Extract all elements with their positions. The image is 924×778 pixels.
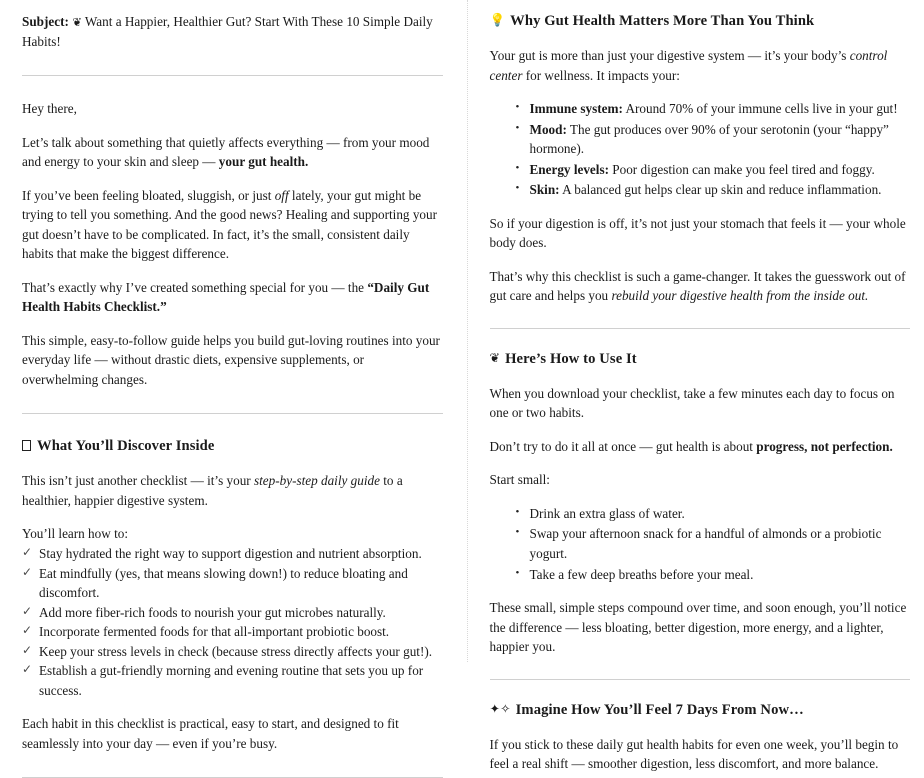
guide-paragraph: This simple, easy-to-follow guide helps you build gut-loving routines into your everyday life — without drastic diets, expensive supplements, or overwhelming changes. (22, 331, 443, 390)
why-intro-b: for wellness. It impacts your: (522, 68, 679, 83)
list-item (530, 160, 911, 180)
list-item (530, 180, 911, 200)
lightbulb-icon: 💡 (490, 12, 506, 28)
list-item: • Drink an extra glass of water. (530, 504, 911, 524)
check-mark-icon: ✓ (22, 564, 32, 582)
section-divider-2 (22, 413, 443, 414)
why-closing-paragraph (490, 267, 911, 306)
how-section-heading (490, 350, 911, 369)
list-item-label: Around 70% of your immune cells live in your gut! (623, 101, 898, 116)
list-item (22, 544, 443, 564)
list-item-term: Skin: (530, 182, 560, 197)
how-para-2 (490, 437, 911, 457)
check-mark-icon: ✓ (22, 661, 32, 679)
sparkles-icon: ✦✧ (490, 701, 511, 717)
check-mark-icon: ✓ (22, 622, 32, 640)
symptoms-text-italic: off (275, 188, 289, 203)
list-item (22, 642, 443, 662)
subject-label: Subject: (22, 14, 69, 29)
why-intro-italic: control center (490, 48, 888, 83)
list-item: • Take a few deep breaths before your meal. (530, 565, 911, 585)
list-item (530, 120, 911, 159)
how-para-2-bold: progress, not perfection. (756, 439, 893, 454)
list-item-term: Immune system: (530, 101, 623, 116)
symptoms-paragraph (22, 186, 443, 264)
discover-closing-paragraph: Each habit in this checklist is practical, easy to start, and designed to fit seamlessly into your day — even if you’re busy. (22, 714, 443, 753)
right-column (469, 0, 924, 662)
how-closing-paragraph: These small, simple steps compound over time, and soon enough, you’ll notice the difference — less bloating, better digestion, more energy, and a lighter, happier you. (490, 598, 911, 657)
herb-leaf-icon: ❦ (72, 15, 82, 29)
left-column (0, 0, 467, 662)
missing-glyph-box-icon (22, 440, 31, 451)
why-intro-paragraph (490, 46, 911, 85)
list-item-label: A balanced gut helps clear up skin and reduce inflammation. (560, 182, 882, 197)
learn-checklist (22, 544, 443, 700)
list-item-label: Establish a gut-friendly morning and evening routine that sets you up for success. (39, 663, 423, 698)
gut-impact-list (490, 99, 911, 200)
section-divider-1 (22, 75, 443, 76)
why-closing-a: That’s why this checklist is such a game-changer. It takes the guesswork out of gut care and helps you (490, 269, 906, 304)
start-small-list (490, 504, 911, 584)
list-item-term: Mood: (530, 122, 567, 137)
why-after-bullets-paragraph: So if your digestion is off, it’s not just your stomach that feels it — your whole body does. (490, 214, 911, 253)
start-small-lead: Start small: (490, 470, 911, 490)
list-item-label: Keep your stress levels in check (because stress directly affects your gut!). (39, 644, 432, 659)
list-item-label: Add more fiber-rich foods to nourish your gut microbes naturally. (39, 605, 386, 620)
discover-heading-text: What You’ll Discover Inside (37, 438, 214, 454)
how-heading-text: Here’s How to Use It (505, 351, 637, 367)
symptoms-text-a: If you’ve been feeling bloated, sluggish, or just (22, 188, 275, 203)
list-item (530, 99, 911, 119)
list-item: • Swap your afternoon snack for a handful of almonds or a probiotic yogurt. (530, 524, 911, 563)
why-intro-a: Your gut is more than just your digestive system — it’s your body’s (490, 48, 850, 63)
check-mark-icon: ✓ (22, 642, 32, 660)
symptoms-text-b: lately, your gut might be trying to tell you something. And the good news? Healing and supporting your gut doesn’t have to be complicated. In fact, it’s the small, consistent daily habits that make the biggest difference. (22, 188, 437, 262)
imagine-heading-text: Imagine How You’ll Feel 7 Days From Now… (516, 702, 804, 718)
intro-text-a: Let’s talk about something that quietly affects everything — from your mood and energy to your skin and sleep — (22, 135, 429, 170)
offer-text-a: That’s exactly why I’ve created something special for you — the (22, 280, 367, 295)
how-para-2-a: Don’t try to do it all at once — gut health is about (490, 439, 757, 454)
list-item-label: The gut produces over 90% of your serotonin (your “happy” hormone). (530, 122, 889, 157)
discover-section-heading (22, 437, 443, 456)
section-divider-4 (490, 328, 911, 329)
why-heading-text: Why Gut Health Matters More Than You Think (510, 13, 814, 29)
section-divider-5 (490, 679, 911, 680)
intro-text-bold: your gut health. (219, 154, 309, 169)
list-item (22, 564, 443, 603)
list-item (22, 603, 443, 623)
list-item (22, 661, 443, 700)
discover-intro-italic: step-by-step daily guide (254, 473, 380, 488)
list-item-label: Poor digestion can make you feel tired and foggy. (609, 162, 875, 177)
list-item-label: Incorporate fermented foods for that all-important probiotic boost. (39, 624, 389, 639)
list-item (22, 622, 443, 642)
discover-intro-paragraph (22, 471, 443, 510)
list-item-label: Stay hydrated the right way to support digestion and nutrient absorption. (39, 546, 422, 561)
greeting-paragraph: Hey there, (22, 99, 443, 119)
offer-paragraph (22, 278, 443, 317)
why-closing-italic: rebuild your digestive health from the inside out. (611, 288, 868, 303)
subject-text: Want a Happier, Healthier Gut? Start With These 10 Simple Daily Habits! (22, 14, 433, 49)
discover-intro-b: to a healthier, happier digestive system. (22, 473, 403, 508)
list-item-term: Energy levels: (530, 162, 609, 177)
discover-intro-a: This isn’t just another checklist — it’s your (22, 473, 254, 488)
check-mark-icon: ✓ (22, 603, 32, 621)
checklist-title: “Daily Gut Health Habits Checklist.” (22, 280, 429, 315)
learn-list-lead: You’ll learn how to: (22, 524, 443, 544)
why-section-heading (490, 12, 911, 31)
subject-line (22, 12, 443, 51)
check-mark-icon: ✓ (22, 544, 32, 562)
how-para-1: When you download your checklist, take a few minutes each day to focus on one or two habits. (490, 384, 911, 423)
herb-leaf-icon: ❦ (490, 350, 501, 366)
imagine-paragraph: If you stick to these daily gut health habits for even one week, you’ll begin to feel a real shift — smoother digestion, less discomfort, and more balance. (490, 735, 911, 774)
intro-paragraph (22, 133, 443, 172)
list-item-label: Eat mindfully (yes, that means slowing down!) to reduce bloating and discomfort. (39, 566, 408, 601)
imagine-section-heading (490, 701, 911, 720)
